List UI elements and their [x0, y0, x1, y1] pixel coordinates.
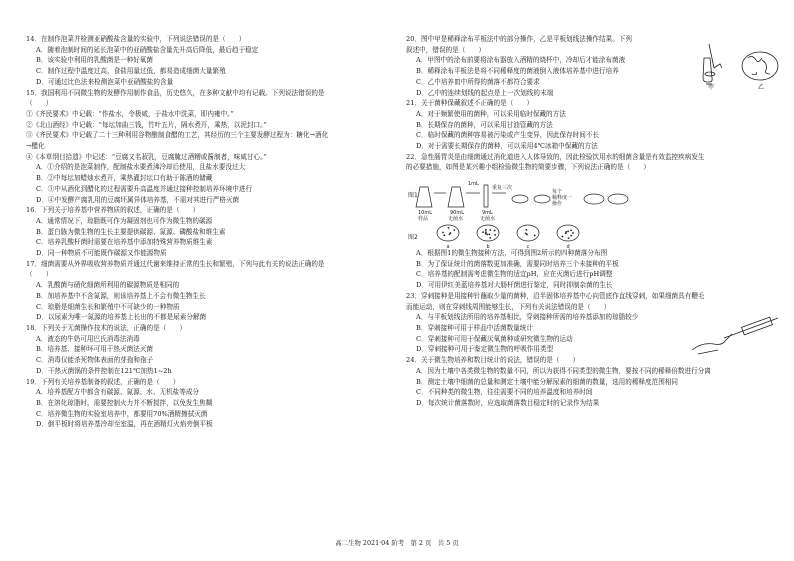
figure-q22: [408, 177, 768, 251]
colony-dot: [443, 234, 445, 236]
vol-3: 9mL: [482, 210, 493, 216]
colony-dot: [482, 231, 484, 233]
page-footer: 高二生物 2021·04 阶考 第 2 页 共 5 页: [335, 539, 459, 547]
text-line: B．穿刺接种可用于样品中活菌数量统计: [416, 323, 533, 332]
colony-dot: [488, 233, 490, 235]
text-line: C．培养基的配制需考虑微生物的适宜pH，应在灭菌后进行pH调整: [416, 270, 613, 279]
text-line: D．干热灭菌锅的条件控制在121℃加热1~2h: [36, 366, 172, 375]
text-line: 20．图中甲是稀释涂布平板法中的部分操作，乙是平板划线法操作结果。下列: [406, 35, 632, 43]
text-line: 而能运动，则在穿刺线周围能够生长，下列有关说法错误的是（ ）: [406, 302, 611, 311]
plate-b: [477, 225, 499, 241]
colony-dot: [485, 229, 487, 231]
text-line: D．对于需要长期保存的菌种，可以采用4℃冰箱中保藏的方法: [416, 142, 598, 151]
text-line: A．对于频繁使用的菌种，可以采用临时保藏的方法: [416, 109, 566, 118]
left-column: [26, 34, 388, 430]
text-line: D．④中发酵产腐乳用的豆腐坯属异体培养基，不需对其进行严格灭菌: [36, 195, 240, 204]
text-line: A．与平板划线法所用的培养基相比，穿刺接种所需的培养基添加的琼脂较少: [416, 313, 639, 322]
text-line: 17．细菌需要从外界吸收营养物质并通过代谢来维持正常的生长和繁殖，下列与此有关的说法正确的是: [26, 259, 325, 268]
plate-label-a: a: [446, 244, 450, 250]
text-line: C．琼脂是细菌生长和繁殖中不可缺少的一种物质: [36, 302, 180, 311]
figure-q23: [688, 312, 786, 358]
text-line: 19．下列有关培养基制备的叙述，正确的是（ ）: [26, 377, 180, 386]
plate-c: [517, 225, 539, 241]
colony-dot: [494, 230, 496, 232]
colony-dot: [562, 236, 564, 238]
colony-dot: [570, 229, 572, 231]
text-line: B．为了保证统计的菌落数更加准确，需要同时培养三个未接种的平板: [416, 259, 619, 268]
colony-dot: [449, 233, 451, 235]
colony-dot: [572, 232, 574, 234]
colony-dot: [453, 229, 455, 231]
text-line: D．以尿素为唯一氮源的培养基上长出的不都是尿素分解菌: [36, 313, 207, 322]
text-line: C．不同种类的微生物，往往需要不同的培养温度和培养时间: [416, 388, 593, 397]
text-line: C．消毒仅能杀死物体表面的芽孢和孢子: [36, 356, 154, 365]
text-line: B．该实验中利用的乳酸菌是一种好氧菌: [36, 56, 153, 65]
colony-dot: [526, 229, 528, 231]
hand-lower: [698, 350, 718, 354]
text-line: B．长期保存的菌种，可以采用甘油管藏的方法: [416, 120, 553, 129]
text-line: ③《齐民要术》中记载了二十三种利用谷物酿制食醋的工艺，其经历的三个主要发酵过程为：糖化→酒化: [26, 131, 329, 140]
colony-dot: [565, 231, 567, 233]
vol-1: 10mL: [418, 210, 433, 216]
figure-q20: [700, 38, 784, 90]
step-spread: 操作: [552, 201, 563, 207]
text-line: B．稀释涂布平板法是将不同稀释度的菌液倒入液体培养基中进行培养: [416, 67, 619, 76]
text-line: （ ）: [26, 270, 53, 279]
step-repeat: 重复三次: [492, 185, 513, 191]
plate-label-c: c: [526, 244, 530, 250]
text-line: D．穿刺接种可用于鉴定微生物的呼吸作用类型: [416, 345, 554, 354]
flask-water-90: [448, 187, 464, 207]
text-line: D．倒平板时将培养基冷却至室温，再在酒精灯火焰旁倒平板: [36, 420, 213, 429]
colony-dot: [534, 235, 536, 237]
colony-dot: [494, 234, 496, 236]
plate-label-d: d: [566, 244, 570, 250]
text-line: B．②中每坛加蜡烛水煮开，乘热灌封坛口有助于陈酒的储藏: [36, 174, 213, 183]
vol-top: 1mL: [468, 181, 479, 187]
dish-result-1: [512, 195, 528, 203]
colony-dot: [489, 237, 491, 239]
text-line: ④《本草纲目拾遗》中记述：“豆腐又名菽乳，豆腐腌过酒糟或酱制者，味咸甘心。”: [26, 152, 267, 161]
label-yi: 乙: [758, 84, 765, 90]
text-line: C．制作过程中温度过高，食盐用量过低，都易造成细菌大量繁殖: [36, 67, 226, 76]
text-line: A．甲图中的涂布前要将涂布器放入酒精的烧杯中，冷却后才能涂布菌液: [416, 56, 626, 65]
colony-dot: [448, 227, 450, 229]
hand-outline: [692, 334, 732, 350]
step-plate: 稀释度一: [552, 195, 573, 201]
fig1-label: 图1: [408, 192, 418, 199]
text-line: ②《北山酒经》中记载：“每坛加曲三钱，竹叶五片，隔水煮开，乘热，以泥封口。”: [26, 120, 267, 129]
label-jia: 甲: [708, 84, 715, 90]
text-line: 16．下列关于培养基中营养物质的叙述，正确的是（ ）: [26, 206, 200, 215]
text-line: B．在溶化琼脂时，需要控制火力并不断搅拌，以免发生焦糊: [36, 398, 213, 407]
text-line: A．通常情况下，琼脂既可作为凝固剂也可作为微生物的碳源: [36, 216, 213, 225]
text-line: D．每次统计菌落数时，应选取菌落数目稳定时的记录作为结果: [416, 398, 600, 407]
colony-dot: [486, 234, 488, 236]
text-line: 22．急性肠胃炎是由细菌通过消化道进入人体导致的，因此检验饮用水的细菌含量是有效监控疾病发生: [406, 152, 705, 161]
streak-plate-illustration: [742, 52, 778, 80]
sample-2: 无菌水: [448, 216, 464, 222]
text-line: A．随着泡制时间的延长泡菜中的亚硝酸盐含量先升高后降低，最后趋于稳定: [36, 45, 259, 54]
text-line: B．加培养基中不含氮源，则该培养基上不会有微生物生长: [36, 291, 206, 300]
text-line: 叙述中，错误的是（ ）: [406, 45, 486, 54]
fig2-dishes: [437, 225, 579, 250]
text-line: C．临时保藏的菌种容易被污染或产生变异，因此保存时间不长: [416, 131, 600, 140]
plate-label-b: b: [486, 244, 490, 250]
fig2-label: 图2: [408, 234, 418, 241]
text-line: 21．关于菌种保藏叙述不正确的是（ ）: [406, 99, 534, 108]
colony-dot: [489, 229, 491, 231]
dish-incubate-2: [608, 194, 628, 204]
text-line: ①《齐民要术》中记载：“作盐水，令极咸，于盐水中洗菜，即内雍中。”: [26, 109, 234, 118]
step-each: 每个: [552, 189, 563, 195]
colony-dot: [442, 232, 444, 234]
colony-dot: [568, 237, 570, 239]
text-line: 的必要措施，如图是某兴趣小组检验微生物的简要步骤，下列说法正确的是（ ）: [406, 163, 650, 172]
colony-dot: [485, 231, 487, 233]
text-line: 23．穿刺接种是用接种针蘸取少量的菌种，沿半固体培养基中心向管底作直线穿刺，如果细菌具有鞭毛: [406, 291, 705, 300]
text-line: C．穿刺接种可用于保藏厌氧菌种或研究微生物的运动: [416, 334, 573, 343]
flask-sample: [416, 187, 432, 207]
text-line: 15．我国利用不同微生物的发酵作用制作食品，历史悠久，在多种文献中均有记载。下列说法错误的是: [26, 88, 325, 97]
text-line: A．因为土壤中各类微生物的数量不同，所以为获得不同类型的微生物，要按不同的稀释倍数进行分离: [416, 366, 711, 375]
text-line: （ ）: [26, 99, 53, 108]
text-line: A．①介绍的是泡菜制作，配制盐水要煮沸冷却后使用，且盐水要没过大: [36, 163, 246, 172]
text-line: D．可通过比色法来检测泡菜中亚硝酸盐的含量: [36, 77, 174, 86]
text-line: A．培养基配方中都含有碳源、氮源、水、无机盐等成分: [36, 388, 200, 397]
text-line: B．测定土壤中细菌的总量和测定土壤中能分解尿素的细菌的数量，选用的稀释度范围相同: [416, 377, 678, 386]
dish-result-2: [534, 195, 550, 203]
text-line: 24．关于微生物培养和数目统计的说法，错误的是（ ）: [406, 356, 580, 365]
text-line: C．③中从酒化到醋化的过程需要升高温度并通过接种控制培养环境中进行: [36, 184, 253, 193]
text-line: A．根据图1的微生物接种方法，可得到图2所示的四种菌落分布图: [416, 249, 608, 258]
text-line: B．培养基、接种环可用干热灭菌法灭菌: [36, 345, 153, 354]
sample-1: 样品: [418, 216, 429, 222]
text-line: B．蛋白胨为微生物的生长主要提供碳源、氮源、磷酸盐和维生素: [36, 227, 226, 236]
sample-3: 无菌水: [480, 216, 496, 222]
dish-incubate-1: [584, 194, 604, 204]
text-line: 18．下列关于无菌操作技术的说法，正确的是（ ）: [26, 323, 187, 332]
text-line: →醋化: [26, 142, 45, 151]
text-line: A．液态的牛奶可用巴氏消毒法消毒: [36, 334, 140, 343]
colony-dot: [570, 235, 572, 237]
text-line: C．乙中培养皿中所得的菌落不都符合要求: [416, 77, 540, 86]
text-line: A．乳酸菌与硝化细菌所利用的碳源物质是相同的: [36, 281, 180, 290]
text-line: C．培养微生物的实验室培养中，都要用70%酒精擦拭灭菌: [36, 409, 208, 418]
text-line: D．乙中的连续划线的起点是上一次划线的末端: [416, 88, 554, 97]
spreader-beaker-illustration: [703, 44, 722, 84]
vol-2: 90mL: [450, 210, 465, 216]
needle-line: [724, 318, 778, 338]
text-line: C．培养乳酸杆菌时需要在培养基中添加特殊营养物质维生素: [36, 238, 213, 247]
tube-9ml: [484, 185, 488, 207]
text-line: 14．在制作泡菜并检测亚硝酸盐含量的实验中，下列说法错误的是（ ）: [26, 35, 246, 43]
text-line: D．可用伊红美蓝培养基对大肠杆菌进行鉴定，同时抑制杂菌的生长: [416, 281, 613, 290]
colony-dot: [525, 233, 527, 235]
text-line: D．同一种物质不可能既作碳源又作能源物质: [36, 249, 167, 258]
colony-dot: [567, 231, 569, 233]
